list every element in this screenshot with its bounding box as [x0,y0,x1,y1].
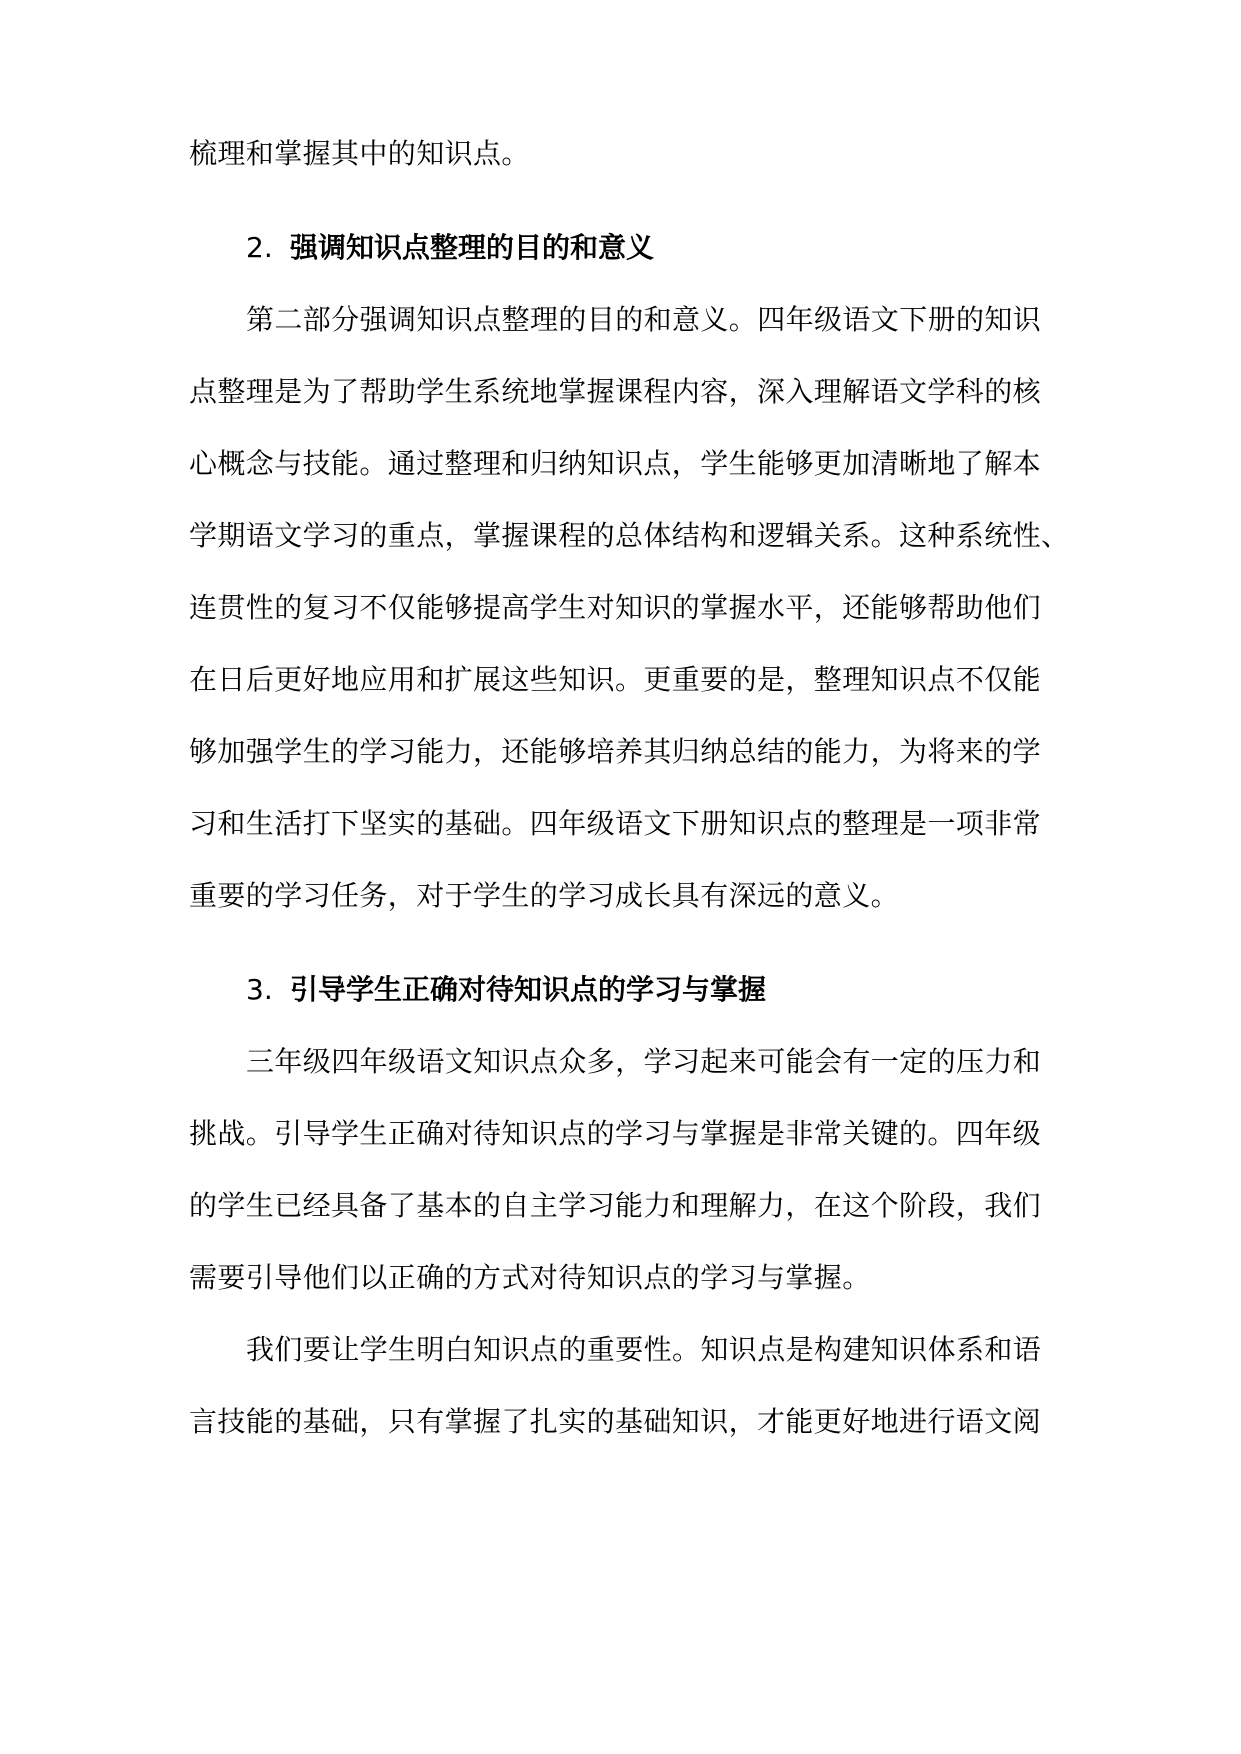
section-2-line: 在日后更好地应用和扩展这些知识。更重要的是，整理知识点不仅能 [189,663,1042,696]
section-3-para-2-line: 我们要让学生明白知识点的重要性。知识点是构建知识体系和语 [246,1333,1042,1366]
section-3-para-1-line: 挑战。引导学生正确对待知识点的学习与掌握是非常关键的。四年级 [189,1117,1042,1150]
section-2-line: 点整理是为了帮助学生系统地掌握课程内容，深入理解语文学科的核 [189,375,1042,408]
section-2-line: 重要的学习任务，对于学生的学习成长具有深远的意义。 [189,879,900,912]
section-3-para-2-line: 言技能的基础，只有掌握了扎实的基础知识，才能更好地进行语文阅 [189,1405,1042,1438]
section-3-para-1-line: 需要引导他们以正确的方式对待知识点的学习与掌握。 [189,1261,871,1294]
section-2-title: 强调知识点整理的目的和意义 [290,231,655,264]
section-3-heading [246,972,1069,1008]
section-2-number: 2. [246,231,273,264]
section-2-line: 习和生活打下坚实的基础。四年级语文下册知识点的整理是一项非常 [189,807,1042,840]
section-2-line: 第二部分强调知识点整理的目的和意义。四年级语文下册的知识 [246,303,1042,336]
section-2-line: 够加强学生的学习能力，还能够培养其归纳总结的能力，为将来的学 [189,735,1042,768]
section-3-para-1-line: 三年级四年级语文知识点众多，学习起来可能会有一定的压力和 [246,1045,1042,1078]
section-3-title: 引导学生正确对待知识点的学习与掌握 [290,973,767,1006]
section-2-line: 学期语文学习的重点，掌握课程的总体结构和逻辑关系。这种系统性、 [189,519,1069,552]
section-2-line: 心概念与技能。通过整理和归纳知识点，学生能够更加清晰地了解本 [189,447,1042,480]
section-3-para-1-line: 的学生已经具备了基本的自主学习能力和理解力，在这个阶段，我们 [189,1189,1042,1222]
intro-tail-line: 梳理和掌握其中的知识点。 [189,137,530,170]
section-3-number: 3. [246,973,273,1006]
section-2-heading [246,230,1069,266]
section-2-line: 连贯性的复习不仅能够提高学生对知识的掌握水平，还能够帮助他们 [189,591,1042,624]
